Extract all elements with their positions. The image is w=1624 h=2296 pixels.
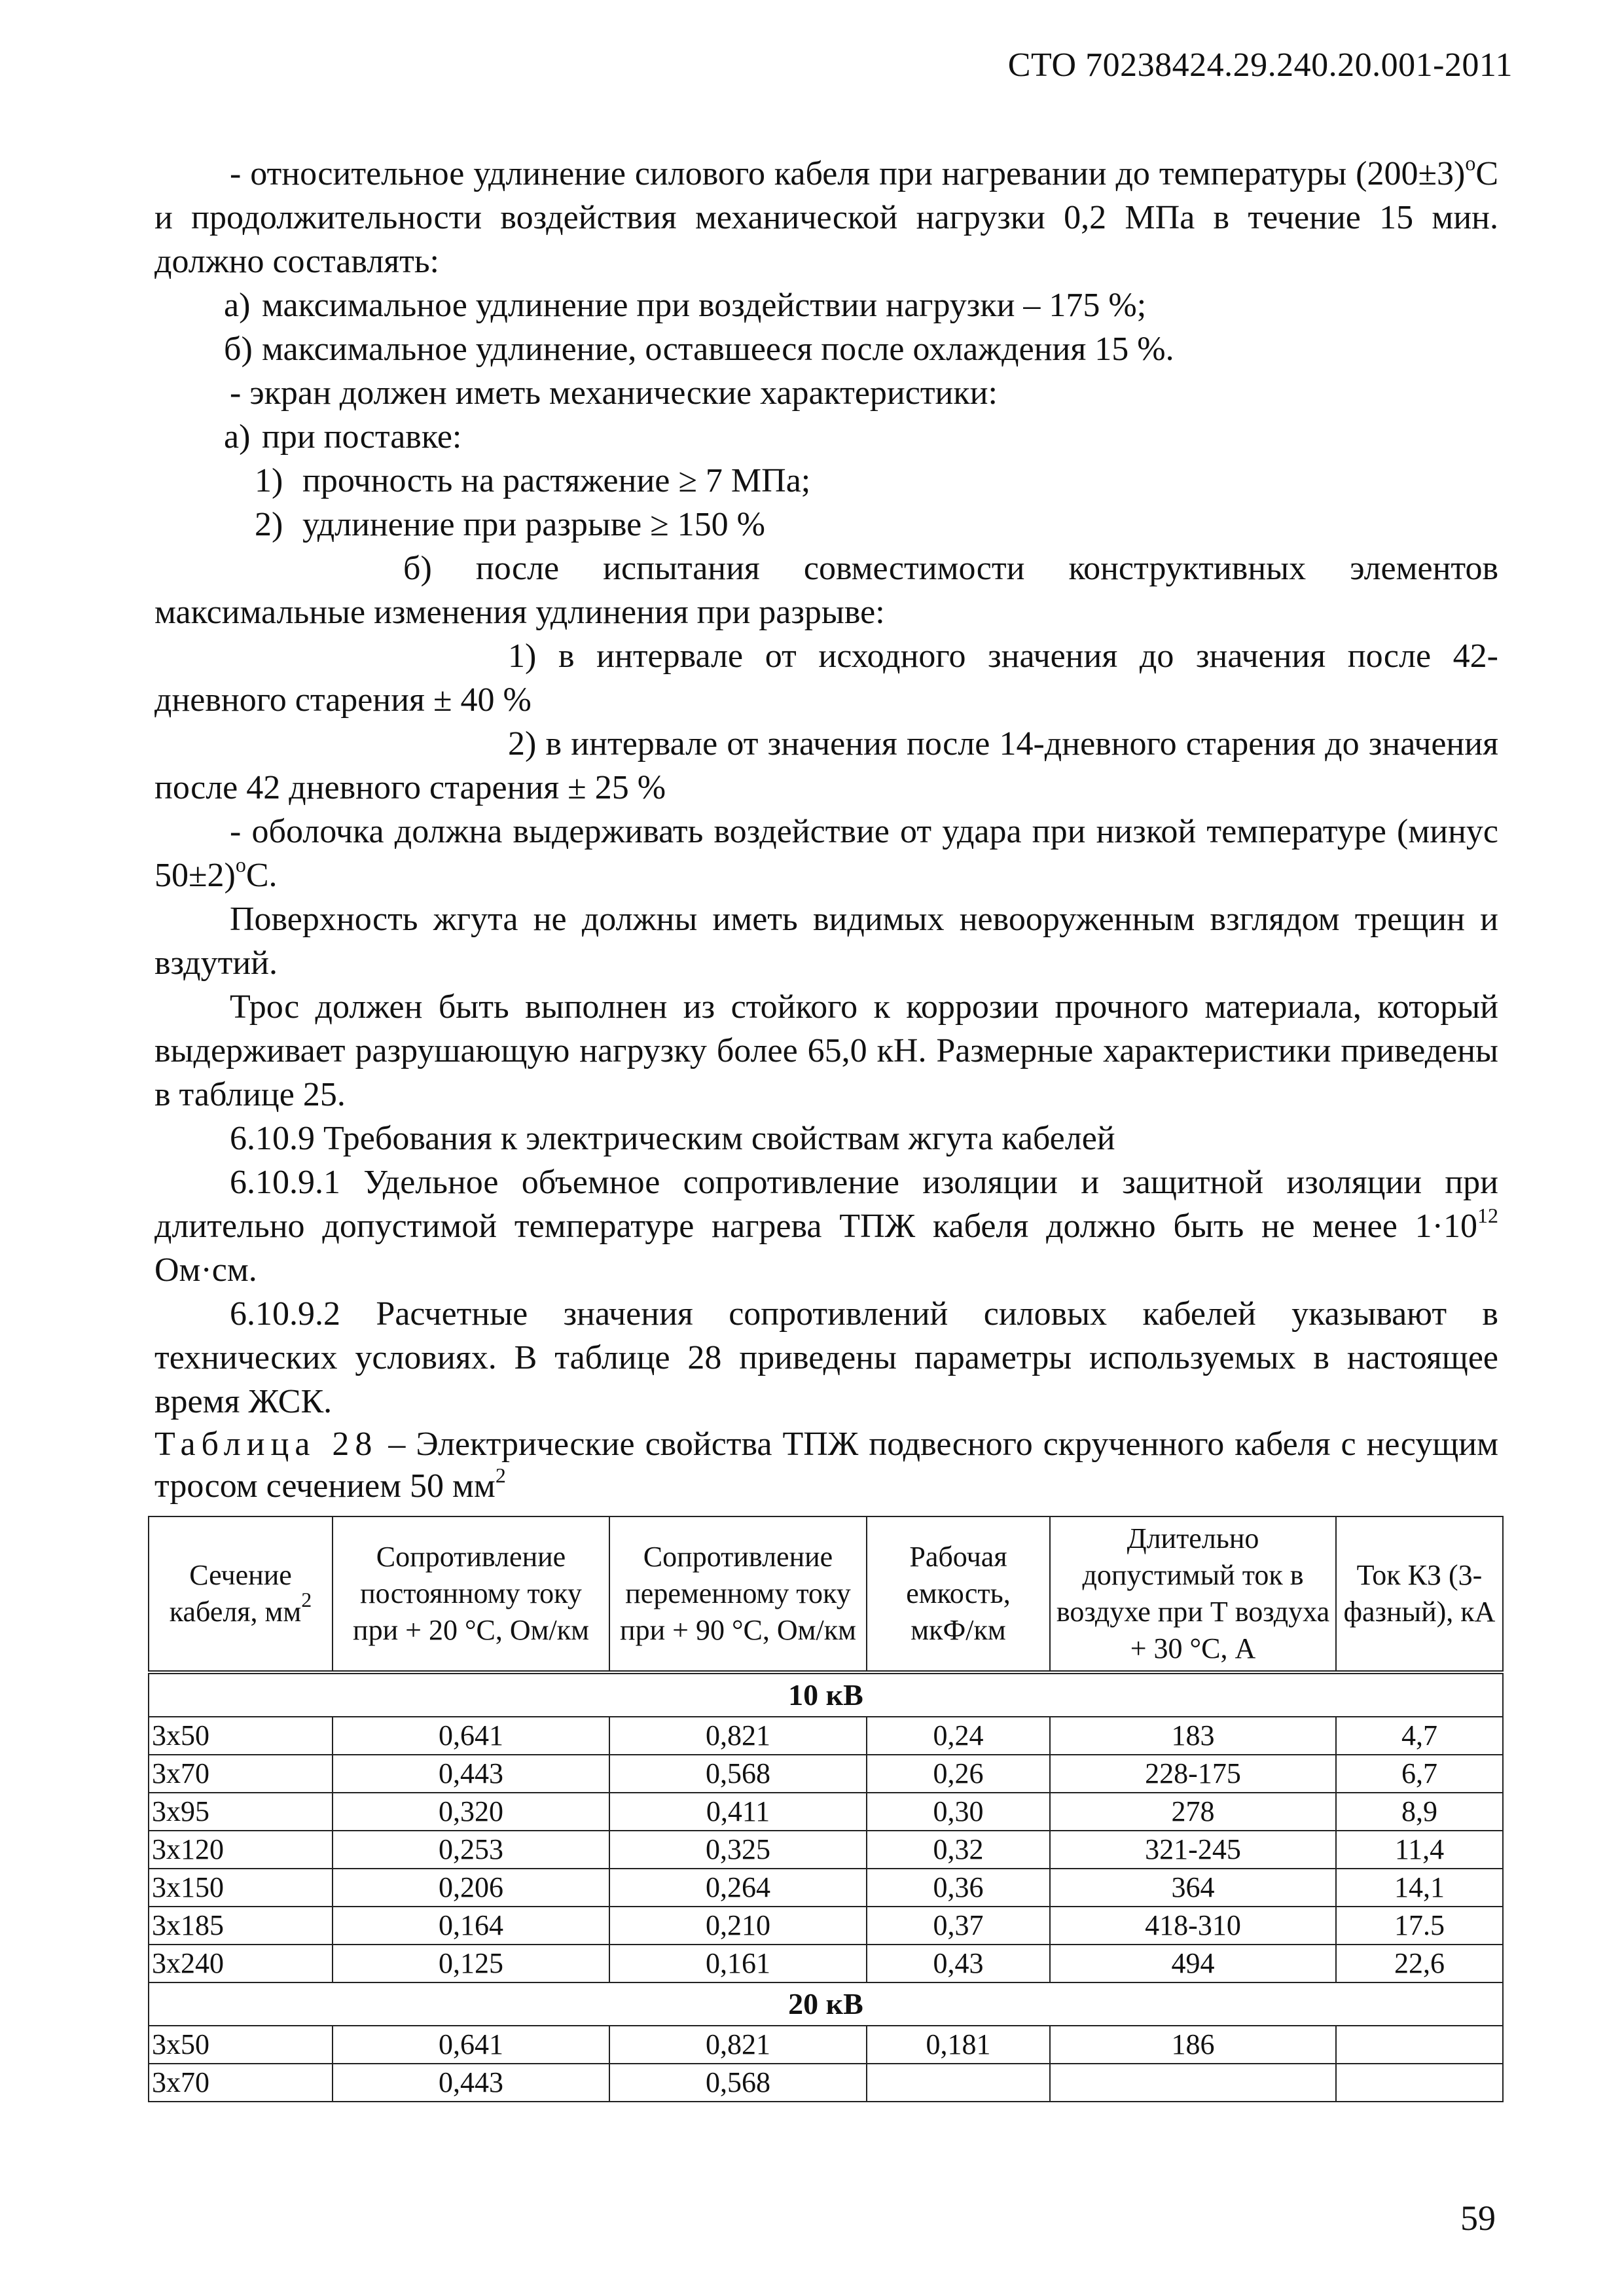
table-row xyxy=(149,1945,1503,1982)
col-dc-resistance: 0,320 xyxy=(333,1793,609,1831)
list-item-a-delivery: а) при поставке: xyxy=(224,418,462,456)
col-capacitance: 0,24 xyxy=(867,1717,1050,1755)
header-continuous-current: Длительно допустимый ток в воздухе при Т воздуха + 30 °С, А xyxy=(1050,1516,1336,1672)
col-continuous-current: 278 xyxy=(1050,1793,1336,1831)
paragraph-sheath-impact: - оболочка должна выдерживать воздействие от удара при низкой температуре (минус 50±2)$^о$С. xyxy=(154,813,1498,894)
col-short-circuit-current: 14,1 xyxy=(1336,1869,1503,1907)
list-item-a-max-elongation: а) максимальное удлинение при воздействии нагрузки – 175 %; xyxy=(224,287,1147,324)
document-header-code: СТО 70238424.29.240.20.001-2011 xyxy=(1007,46,1513,84)
table-row xyxy=(149,2026,1503,2064)
section-heading-6-10-9: 6.10.9 Требования к электрическим свойствам жгута кабелей xyxy=(230,1120,1115,1157)
table-row xyxy=(149,1793,1503,1831)
col-short-circuit-current: 17.5 xyxy=(1336,1907,1503,1945)
col-dc-resistance: 0,206 xyxy=(333,1869,609,1907)
col-capacitance: 0,32 xyxy=(867,1831,1050,1869)
col-cross-section: 3х50 xyxy=(149,2026,333,2064)
col-cross-section: 3х120 xyxy=(149,1831,333,1869)
table-row xyxy=(149,1831,1503,1869)
header-capacitance: Рабочая емкость, мкФ/км xyxy=(867,1516,1050,1672)
col-capacitance: 0,36 xyxy=(867,1869,1050,1907)
col-short-circuit-current: 11,4 xyxy=(1336,1831,1503,1869)
col-cross-section: 3х50 xyxy=(149,1717,333,1755)
col-ac-resistance: 0,411 xyxy=(609,1793,867,1831)
col-short-circuit-current xyxy=(1336,2026,1503,2064)
col-cross-section: 3х150 xyxy=(149,1869,333,1907)
list-item-2-aging-14-42: 2) в интервале от значения после 14-дневного старения до значения после 42 дневного старения ± 25 % xyxy=(154,725,1499,806)
voltage-section-label: 10 кВ xyxy=(149,1672,1503,1717)
col-capacitance xyxy=(867,2064,1050,2102)
col-continuous-current: 494 xyxy=(1050,1945,1336,1982)
col-dc-resistance: 0,641 xyxy=(333,1717,609,1755)
col-dc-resistance: 0,641 xyxy=(333,2026,609,2064)
col-dc-resistance: 0,443 xyxy=(333,1755,609,1793)
col-cross-section: 3х240 xyxy=(149,1945,333,1982)
col-dc-resistance: 0,443 xyxy=(333,2064,609,2102)
col-capacitance: 0,26 xyxy=(867,1755,1050,1793)
col-continuous-current: 321-245 xyxy=(1050,1831,1336,1869)
col-ac-resistance: 0,568 xyxy=(609,1755,867,1793)
col-short-circuit-current: 4,7 xyxy=(1336,1717,1503,1755)
table-row xyxy=(149,1907,1503,1945)
col-ac-resistance: 0,264 xyxy=(609,1869,867,1907)
table-section-row xyxy=(149,1672,1503,1717)
col-short-circuit-current: 6,7 xyxy=(1336,1755,1503,1793)
col-ac-resistance: 0,210 xyxy=(609,1907,867,1945)
table-body xyxy=(149,1672,1503,2102)
col-short-circuit-current xyxy=(1336,2064,1503,2102)
paragraph-elongation: - относительное удлинение силового кабеля при нагревании до температуры $(200\pm 3)^оС$ и продолжительности воздействия механической нагрузки 0,2 МПа в течение 15 мин. должно составлять: xyxy=(154,151,1498,280)
col-continuous-current xyxy=(1050,2064,1336,2102)
col-capacitance: 0,30 xyxy=(867,1793,1050,1831)
paragraph-screen-mechanics: - экран должен иметь механические характеристики: xyxy=(230,374,998,412)
col-ac-resistance: 0,821 xyxy=(609,2026,867,2064)
paragraph-bundle-surface: Поверхность жгута не должны иметь видимых невооруженным взглядом трещин и вздутий. xyxy=(154,901,1498,982)
table-row xyxy=(149,2064,1503,2102)
table-section-row xyxy=(149,1982,1503,2026)
col-ac-resistance: 0,325 xyxy=(609,1831,867,1869)
table-row xyxy=(149,1869,1503,1907)
table-row xyxy=(149,1717,1503,1755)
col-short-circuit-current: 22,6 xyxy=(1336,1945,1503,1982)
list-item-1-tensile-strength: 1) прочность на растяжение ≥ 7 МПа; xyxy=(255,462,811,499)
paragraph-6-10-9-1: 6.10.9.1 Удельное объемное сопротивление изоляции и защитной изоляции при длительно допустимой температуре нагрева ТПЖ кабеля должно быть не менее $1\cdot 10^{12}$ Ом·см. xyxy=(154,1164,1498,1289)
col-dc-resistance: 0,164 xyxy=(333,1907,609,1945)
paragraph-messenger-wire: Трос должен быть выполнен из стойкого к коррозии прочного материала, который выдерживает разрушающую нагрузку более 65,0 кН. Размерные характеристики приведены в таблице 25. xyxy=(154,988,1498,1113)
list-item-2-elongation-at-break: 2) удлинение при разрыве ≥ 150 % xyxy=(255,506,766,543)
col-continuous-current: 364 xyxy=(1050,1869,1336,1907)
header-cross-section: Сечение кабеля, $мм^2$ xyxy=(149,1516,333,1672)
col-cross-section: 3х70 xyxy=(149,1755,333,1793)
col-short-circuit-current: 8,9 xyxy=(1336,1793,1503,1831)
col-capacitance: 0,181 xyxy=(867,2026,1050,2064)
page-number: 59 xyxy=(1460,2198,1496,2238)
cable-properties-table xyxy=(148,1516,1504,2102)
paragraph-6-10-9-2: 6.10.9.2 Расчетные значения сопротивлений силовых кабелей указывают в технических условиях. В таблице 28 приведены параметры используемых в настоящее время ЖСК. xyxy=(154,1295,1498,1420)
col-cross-section: 3х70 xyxy=(149,2064,333,2102)
col-continuous-current: 418-310 xyxy=(1050,1907,1336,1945)
col-dc-resistance: 0,125 xyxy=(333,1945,609,1982)
col-dc-resistance: 0,253 xyxy=(333,1831,609,1869)
header-dc-resistance: Сопротивление постоянному току при + 20 °С, Ом/км xyxy=(333,1516,609,1672)
voltage-section-label: 20 кВ xyxy=(149,1982,1503,2026)
col-continuous-current: 183 xyxy=(1050,1717,1336,1755)
table-caption: Таблица 28 – Электрические свойства ТПЖ подвесного скрученного кабеля с несущим тросом сечением 50 $мм^2$ xyxy=(154,1426,1498,1505)
list-item-1-aging-42: 1) в интервале от исходного значения до значения после 42-дневного старения ± 40 % xyxy=(154,637,1498,719)
col-cross-section: 3х185 xyxy=(149,1907,333,1945)
col-ac-resistance: 0,821 xyxy=(609,1717,867,1755)
body-text xyxy=(154,152,1498,1507)
col-capacitance: 0,37 xyxy=(867,1907,1050,1945)
col-ac-resistance: 0,161 xyxy=(609,1945,867,1982)
col-cross-section: 3х95 xyxy=(149,1793,333,1831)
table-row xyxy=(149,1755,1503,1793)
col-ac-resistance: 0,568 xyxy=(609,2064,867,2102)
col-capacitance: 0,43 xyxy=(867,1945,1050,1982)
col-continuous-current: 186 xyxy=(1050,2026,1336,2064)
list-item-b-residual-elongation: б) максимальное удлинение, оставшееся после охлаждения 15 %. xyxy=(224,331,1174,368)
list-item-b-compatibility-test: б) после испытания совместимости конструктивных элементов максимальные изменения удлинения при разрыве: xyxy=(154,550,1499,631)
col-continuous-current: 228-175 xyxy=(1050,1755,1336,1793)
header-ac-resistance: Сопротивление переменному току при + 90 °С, Ом/км xyxy=(609,1516,867,1672)
table-header-row xyxy=(149,1516,1503,1672)
header-short-circuit-current: Ток КЗ (3-фазный), кА xyxy=(1336,1516,1503,1672)
